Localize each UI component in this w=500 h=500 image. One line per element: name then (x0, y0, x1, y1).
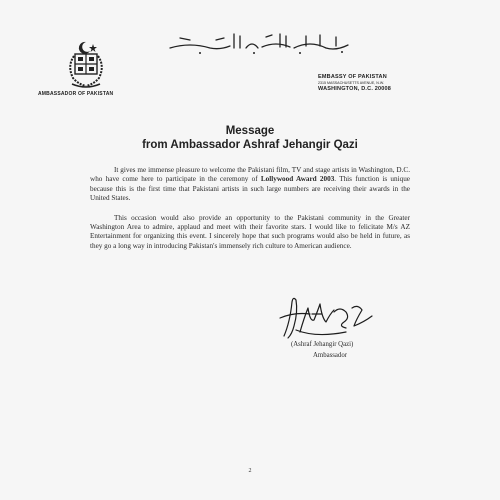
paragraph-2: This occasion would also provide an opportunity to the Pakistani community in the Greater Washington Area to admire, applaud and meet with their favorite stars. I would like to felicitate M/s AZ Entertainment for organizing this event. I sincerely hope that such programs would also be held in future, as they go a long way in introducing Pakistan's immensely rich culture to American audience. (90, 213, 410, 250)
emblem-caption: AMBASSADOR OF PAKISTAN (38, 91, 114, 97)
paragraph-1-part-a: It gives me immense pleasure to welcome the Pakistani film, TV and stage artists in Washington, D.C. who have come here to participate in the ceremony of (90, 166, 410, 184)
state-emblem-icon (64, 40, 108, 90)
title-line-1: Message (225, 125, 275, 137)
handwritten-signature (276, 292, 386, 344)
bismillah-calligraphy (160, 28, 360, 58)
address-line-1: EMBASSY OF PAKISTAN (318, 74, 387, 80)
embassy-address (318, 74, 440, 92)
message-body (90, 166, 410, 261)
page-number: 2 (248, 468, 252, 474)
address-line-3: WASHINGTON, D.C. 20008 (318, 86, 392, 92)
message-title (60, 124, 440, 152)
paragraph-1-part-b: . This function is unique because this is the first time that Pakistani artists in such large numbers are receiving their awards in the United States. (90, 175, 410, 203)
signatory-title: Ambassador (313, 352, 347, 359)
award-name: Lollywood Award 2003 (260, 175, 335, 184)
signatory-name: (Ashraf Jehangir Qazi) (291, 341, 354, 348)
paragraph-1 (90, 166, 410, 204)
address-line-2: 2315 MASSACHUSETTS AVENUE, N.W. (318, 81, 385, 85)
title-line-2: from Ambassador Ashraf Jehangir Qazi (142, 139, 358, 151)
